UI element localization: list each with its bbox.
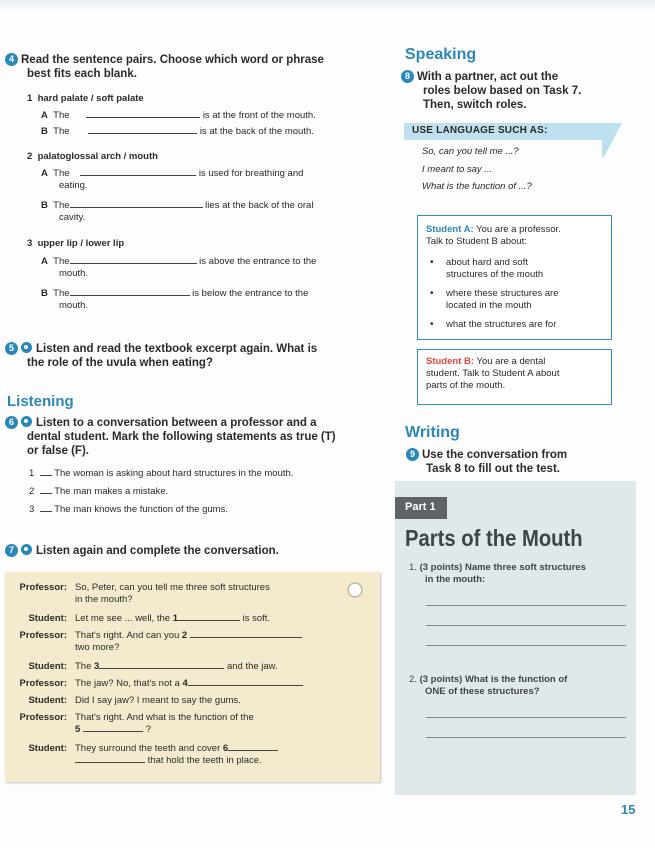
dialogue-blank-3[interactable] bbox=[99, 668, 224, 669]
dialogue-blank-2[interactable] bbox=[190, 637, 302, 638]
ex7-number: 7 bbox=[5, 544, 18, 557]
ex5-instruction: 5 Listen and read the textbook excerpt again. What is the role of the uvula when eating? bbox=[5, 342, 385, 370]
dialogue-blank-6a[interactable] bbox=[228, 750, 278, 751]
tf-item-3: 3 The man knows the function of the gums. bbox=[29, 504, 228, 515]
blank-2b[interactable] bbox=[70, 207, 203, 208]
pair-2-title: 2 palatoglossal arch / mouth bbox=[27, 151, 158, 162]
student-a-bullet-1: • about hard and soft structures of the mouth bbox=[430, 257, 544, 280]
pair-3-b: B The is below the entrance to the mouth. bbox=[41, 288, 309, 311]
answer-line-2b[interactable] bbox=[426, 737, 626, 738]
test-form bbox=[395, 481, 636, 795]
pair-1-a: A The is at the front of the mouth. bbox=[41, 110, 316, 121]
pair-3-title: 3 upper lip / lower lip bbox=[27, 238, 125, 249]
pair-1-title: 1 hard palate / soft palate bbox=[27, 93, 144, 104]
test-question-1: 1. (3 points) Name three soft structures in the mouth: bbox=[409, 562, 586, 585]
tf-answer-2[interactable] bbox=[40, 493, 52, 494]
phrase-3: What is the function of ...? bbox=[422, 181, 532, 192]
pair-1-b: B The is at the back of the mouth. bbox=[41, 126, 314, 137]
section-heading-writing: Writing bbox=[405, 424, 460, 441]
dialogue-blank-1[interactable] bbox=[178, 620, 240, 621]
ex4-number: 4 bbox=[5, 53, 18, 66]
audio-icon[interactable] bbox=[21, 342, 32, 353]
pair-2-a: A The is used for breathing and eating. bbox=[41, 168, 304, 191]
section-heading-speaking: Speaking bbox=[405, 46, 477, 63]
dialogue-blank-4[interactable] bbox=[188, 685, 303, 686]
student-a-card: Student A: You are a professor. Talk to Student B about: • about hard and soft structures of the mouth • where these structures are located in the mouth • what the structures are for bbox=[417, 215, 612, 340]
student-b-card: Student B: You are a dental student. Talk to Student A about parts of the mouth. bbox=[417, 349, 612, 405]
tf-item-2: 2 The man makes a mistake. bbox=[29, 486, 169, 497]
page-top-edge bbox=[0, 0, 655, 10]
test-question-2: 2. (3 points) What is the function of ONE of these structures? bbox=[409, 674, 568, 697]
dialogue-blank-6b[interactable] bbox=[75, 762, 145, 763]
blank-1b[interactable] bbox=[88, 133, 197, 134]
ex8-number: 8 bbox=[401, 70, 414, 83]
phrase-1: So, can you tell me ...? bbox=[422, 146, 519, 157]
dialogue-blank-5[interactable] bbox=[83, 731, 143, 732]
ex6-number: 6 bbox=[5, 416, 18, 429]
answer-line-1c[interactable] bbox=[426, 645, 626, 646]
audio-icon[interactable] bbox=[21, 416, 32, 427]
ex5-number: 5 bbox=[5, 342, 18, 355]
dialogue-card: Professor: So, Peter, can you tell me three soft structures in the mouth? Student: Let me see ... well, the 1 is soft. Professor: That's right. And can you 2 two more? Student: The 3 and the jaw. Professor: The jaw? No, that's not a 4 Student: Did I say jaw? I meant to say the gums. Professor: That's right. And what is the function of the 5 ? Student: They surround the teeth and cover 6 that hold the teeth in place. bbox=[5, 572, 380, 782]
ex7-instruction: 7 Listen again and complete the conversation. bbox=[5, 544, 279, 558]
audio-icon[interactable] bbox=[21, 544, 32, 555]
part-tab: Part 1 bbox=[395, 497, 447, 519]
section-heading-listening: Listening bbox=[7, 393, 74, 410]
phrase-2: I meant to say ... bbox=[422, 164, 493, 175]
language-box-header: USE LANGUAGE SUCH AS: bbox=[404, 123, 603, 140]
answer-line-1a[interactable] bbox=[426, 605, 626, 606]
tf-item-1: 1 The woman is asking about hard structures in the mouth. bbox=[29, 468, 294, 479]
ex4-instruction: 4 Read the sentence pairs. Choose which word or phrase best fits each blank. bbox=[5, 53, 385, 81]
ex9-instruction: 9 Use the conversation from Task 8 to fill out the test. bbox=[406, 448, 636, 476]
tf-answer-3[interactable] bbox=[40, 511, 52, 512]
student-a-bullet-2: • where these structures are located in the mouth bbox=[430, 288, 559, 311]
blank-1a[interactable] bbox=[86, 117, 200, 118]
ex9-number: 9 bbox=[406, 448, 419, 461]
blank-3b[interactable] bbox=[70, 295, 190, 296]
blank-3a[interactable] bbox=[70, 263, 197, 264]
page-number: 15 bbox=[621, 802, 636, 817]
test-title: Parts of the Mouth bbox=[405, 525, 583, 551]
ex8-instruction: 8 With a partner, act out the roles below based on Task 7. Then, switch roles. bbox=[401, 70, 641, 112]
answer-line-1b[interactable] bbox=[426, 625, 626, 626]
pair-3-a: A The is above the entrance to the mouth. bbox=[41, 256, 317, 279]
tf-answer-1[interactable] bbox=[40, 475, 52, 476]
blank-2a[interactable] bbox=[80, 175, 196, 176]
student-a-bullet-3: • what the structures are for bbox=[430, 319, 557, 330]
ex6-instruction: 6 Listen to a conversation between a professor and a dental student. Mark the following statements as true (T) or false (F). bbox=[5, 416, 390, 458]
pair-2-b: B The lies at the back of the oral cavity. bbox=[41, 200, 314, 223]
language-box-tail bbox=[602, 123, 624, 159]
answer-line-2a[interactable] bbox=[426, 717, 626, 718]
